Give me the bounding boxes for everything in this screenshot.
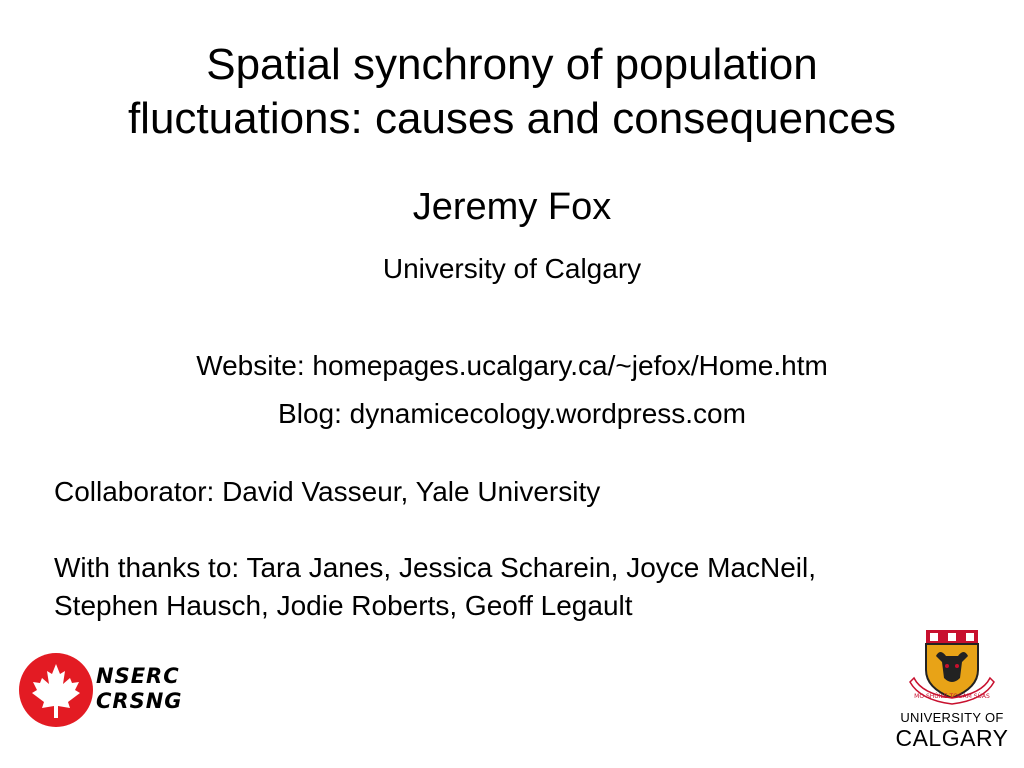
title-line-2: fluctuations: causes and consequences	[127, 94, 897, 143]
slide-title	[0, 38, 1024, 146]
website-line: Website: homepages.ucalgary.ca/~jefox/Home.htm	[196, 350, 828, 381]
calgary-line-2: CALGARY	[895, 725, 1009, 751]
acknowledgements	[54, 549, 994, 625]
collaborator-line: Collaborator: David Vasseur, Yale University	[54, 476, 601, 507]
nserc-line-1: NSERC	[96, 664, 180, 688]
university-of-calgary-logo	[890, 626, 1014, 752]
maple-leaf-icon	[18, 652, 94, 728]
calgary-line-1: UNIVERSITY OF	[900, 710, 1004, 725]
title-line-1: Spatial synchrony of population	[206, 40, 818, 89]
author-affiliation: University of Calgary	[382, 253, 642, 284]
blog-line: Blog: dynamicecology.wordpress.com	[278, 398, 746, 429]
university-crest-icon	[890, 626, 1014, 710]
nserc-logo	[18, 652, 218, 728]
calgary-wordmark	[890, 710, 1014, 750]
nserc-line-2: CRSNG	[96, 689, 183, 713]
author-name: Jeremy Fox	[412, 186, 612, 228]
crest-motto: MO SHÙILE TOGAM SÙAS	[914, 693, 990, 700]
thanks-line-2: Stephen Hausch, Jodie Roberts, Geoff Legault	[54, 590, 633, 621]
nserc-wordmark	[96, 664, 183, 714]
thanks-line-1: With thanks to: Tara Janes, Jessica Scharein, Joyce MacNeil,	[54, 552, 817, 583]
